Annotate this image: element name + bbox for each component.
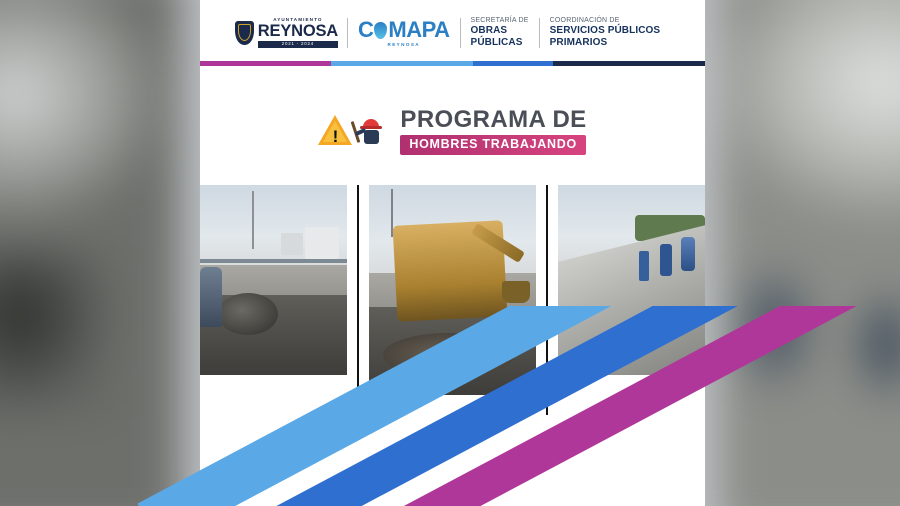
gallery-separator-2 [546, 185, 549, 415]
servicios-publicos-line3: PRIMARIOS [549, 37, 608, 49]
gallery-separator-1 [357, 185, 360, 415]
underline-segment-navy [553, 61, 705, 66]
title-ribbon-label: HOMBRES TRABAJANDO [400, 135, 585, 155]
background-right-photo [719, 0, 900, 506]
title-text-group [400, 108, 586, 155]
page-title: PROGRAMA DE [400, 106, 587, 133]
servicios-publicos-line1: COORDINACIÓN DE [549, 17, 620, 25]
obras-publicas-line1: SECRETARÍA DE [470, 17, 529, 25]
department-servicios-publicos [540, 17, 671, 49]
program-title-block [200, 108, 705, 155]
photo-gallery [200, 185, 705, 415]
logo-comapa [348, 19, 460, 47]
department-obras-publicas [461, 17, 539, 49]
comapa-letter-c: C [358, 17, 374, 42]
photo-street-road-repair [200, 185, 347, 375]
underline-segment-magenta [200, 61, 331, 66]
header [200, 0, 705, 66]
underline-segment-blue [473, 61, 554, 66]
content-card [200, 0, 705, 506]
reynosa-supertitle: AYUNTAMIENTO [273, 17, 323, 23]
reynosa-name: REYNOSA [257, 21, 338, 40]
logo-ayuntamiento-reynosa [235, 18, 347, 48]
comapa-subtitle: REYNOSA [387, 42, 421, 47]
underline-segment-light-blue [331, 61, 472, 66]
title-icon-group [318, 115, 390, 147]
reynosa-wordmark [258, 18, 338, 48]
warning-triangle-icon: ! [318, 115, 352, 147]
shield-crest-icon [235, 21, 254, 45]
reynosa-period: 2021 - 2024 [258, 41, 338, 48]
servicios-publicos-line2: SERVICIOS PÚBLICOS [549, 25, 661, 37]
obras-publicas-line2: OBRAS [470, 25, 508, 37]
photo-backhoe-excavation [369, 185, 535, 395]
worker-digging-icon [354, 117, 390, 147]
water-drop-icon [374, 22, 387, 39]
comapa-wordmark [358, 19, 450, 41]
header-underline [200, 61, 705, 66]
obras-publicas-line3: PÚBLICAS [470, 37, 523, 49]
header-logo-row [200, 10, 705, 56]
photo-crew-trench [558, 185, 705, 375]
comapa-letters-mapa: MAPA [388, 17, 450, 42]
background-left-photo [0, 0, 181, 506]
